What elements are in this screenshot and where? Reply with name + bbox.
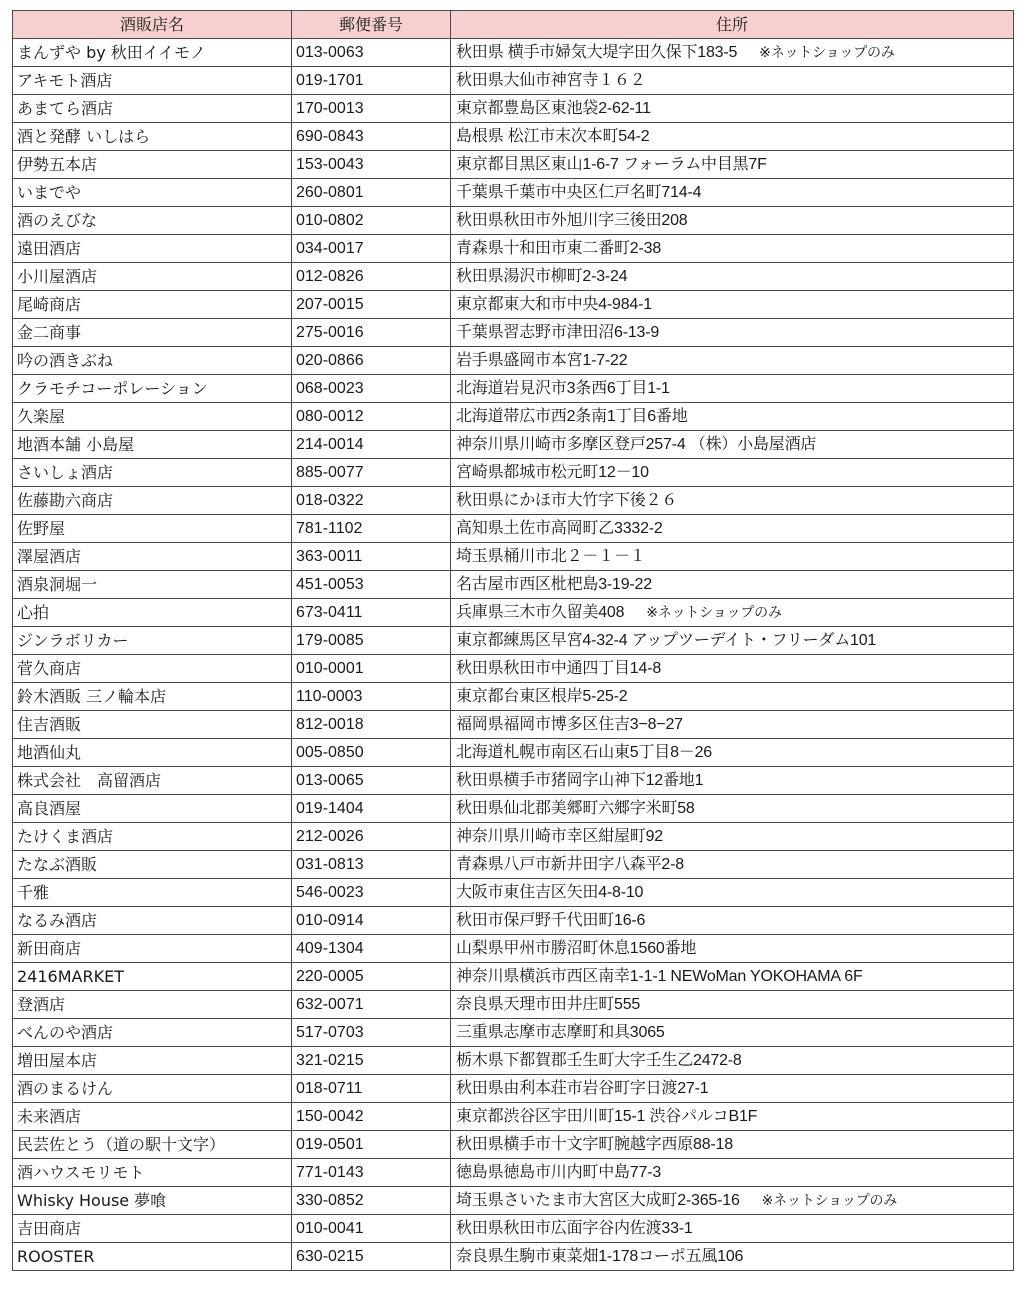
table-row <box>13 1215 1014 1243</box>
store-name-cell: なるみ酒店 <box>13 907 292 935</box>
store-name-cell: 酒泉洞堀一 <box>13 571 292 599</box>
table-row <box>13 39 1014 67</box>
address-text: 東京都東大和市中央4-984-1 <box>456 296 652 313</box>
store-name-cell: 酒のまるけん <box>13 1075 292 1103</box>
postal-code-cell: 013-0065 <box>292 767 451 795</box>
postal-code-cell: 207-0015 <box>292 291 451 319</box>
store-name-cell: べんのや酒店 <box>13 1019 292 1047</box>
address-text: 栃木県下都賀郡壬生町大字壬生乙2472-8 <box>456 1052 742 1069</box>
address-text: 秋田県秋田市中通四丁目14-8 <box>456 660 662 677</box>
table-row <box>13 1019 1014 1047</box>
address-cell <box>451 39 1014 67</box>
postal-code-cell: 034-0017 <box>292 235 451 263</box>
address-text: 北海道札幌市南区石山東5丁目8－26 <box>456 744 712 761</box>
address-cell <box>451 1047 1014 1075</box>
store-name-cell: 佐野屋 <box>13 515 292 543</box>
postal-code-cell: 632-0071 <box>292 991 451 1019</box>
address-text: 兵庫県三木市久留美408 <box>456 604 625 621</box>
address-text: 神奈川県横浜市西区南幸1-1-1 NEWoMan YOKOHAMA 6F <box>456 968 863 985</box>
postal-code-cell: 409-1304 <box>292 935 451 963</box>
address-cell <box>451 1131 1014 1159</box>
store-name-cell: アキモト酒店 <box>13 67 292 95</box>
address-cell <box>451 879 1014 907</box>
postal-code-cell: 080-0012 <box>292 403 451 431</box>
address-cell <box>451 795 1014 823</box>
store-name-cell: 2416MARKET <box>13 963 292 991</box>
table-row <box>13 571 1014 599</box>
address-text: 山梨県甲州市勝沼町休息1560番地 <box>456 940 697 957</box>
address-text: 徳島県徳島市川内町中島77-3 <box>456 1164 662 1181</box>
postal-code-cell: 517-0703 <box>292 1019 451 1047</box>
address-text: 高知県土佐市高岡町乙3332-2 <box>456 520 663 537</box>
address-cell <box>451 627 1014 655</box>
address-text: 秋田県湯沢市柳町2-3-24 <box>456 268 628 285</box>
address-cell <box>451 1215 1014 1243</box>
address-text: 大阪市東住吉区矢田4-8-10 <box>456 884 644 901</box>
address-text: 秋田県仙北郡美郷町六郷字米町58 <box>456 800 695 817</box>
postal-code-cell: 673-0411 <box>292 599 451 627</box>
address-text: 秋田県大仙市神宮寺１６２ <box>456 72 646 89</box>
store-name-cell: まんずや by 秋田イイモノ <box>13 39 292 67</box>
address-text: 青森県十和田市東二番町2-38 <box>456 240 662 257</box>
store-name-cell: 株式会社 高留酒店 <box>13 767 292 795</box>
address-cell <box>451 515 1014 543</box>
postal-code-cell: 330-0852 <box>292 1187 451 1215</box>
address-cell <box>451 487 1014 515</box>
address-cell <box>451 1019 1014 1047</box>
address-cell <box>451 235 1014 263</box>
postal-code-cell: 275-0016 <box>292 319 451 347</box>
table-body <box>13 39 1014 1271</box>
store-name-cell: 小川屋酒店 <box>13 263 292 291</box>
header-store-name: 酒販店名 <box>13 11 292 39</box>
store-name-cell: 鈴木酒販 三ノ輪本店 <box>13 683 292 711</box>
online-shop-only-note: ※ネットショップのみ <box>646 604 782 620</box>
header-address: 住所 <box>451 11 1014 39</box>
header-postal-code: 郵便番号 <box>292 11 451 39</box>
address-cell <box>451 431 1014 459</box>
store-name-cell: ROOSTER <box>13 1243 292 1271</box>
table-row <box>13 263 1014 291</box>
table-row <box>13 235 1014 263</box>
table-row <box>13 95 1014 123</box>
store-name-cell: 遠田酒店 <box>13 235 292 263</box>
address-cell <box>451 291 1014 319</box>
postal-code-cell: 010-0001 <box>292 655 451 683</box>
store-name-cell: 久楽屋 <box>13 403 292 431</box>
table-row <box>13 1075 1014 1103</box>
table-row <box>13 767 1014 795</box>
table-row <box>13 935 1014 963</box>
address-text: 福岡県福岡市博多区住吉3−8−27 <box>456 716 683 733</box>
address-text: 奈良県生駒市東菜畑1-178コーポ五風106 <box>456 1248 744 1265</box>
address-text: 東京都目黒区東山1-6-7 フォーラム中目黒7F <box>456 156 767 173</box>
postal-code-cell: 020-0866 <box>292 347 451 375</box>
store-name-cell: 澤屋酒店 <box>13 543 292 571</box>
address-text: 岩手県盛岡市本宮1-7-22 <box>456 352 628 369</box>
table-row <box>13 347 1014 375</box>
postal-code-cell: 010-0041 <box>292 1215 451 1243</box>
address-text: 秋田県横手市十文字町腕越字西原88-18 <box>456 1136 733 1153</box>
store-name-cell: たなぶ酒販 <box>13 851 292 879</box>
store-name-cell: あまてら酒店 <box>13 95 292 123</box>
store-name-cell: ジンラボリカー <box>13 627 292 655</box>
table-row <box>13 1047 1014 1075</box>
postal-code-cell: 005-0850 <box>292 739 451 767</box>
address-cell <box>451 851 1014 879</box>
postal-code-cell: 018-0711 <box>292 1075 451 1103</box>
store-name-cell: Whisky House 夢喰 <box>13 1187 292 1215</box>
postal-code-cell: 781-1102 <box>292 515 451 543</box>
address-text: 島根県 松江市末次本町54-2 <box>456 128 650 145</box>
address-text: 秋田県横手市猪岡字山神下12番地1 <box>456 772 704 789</box>
address-cell <box>451 459 1014 487</box>
store-name-cell: 伊勢五本店 <box>13 151 292 179</box>
table-row <box>13 179 1014 207</box>
address-text: 秋田県秋田市外旭川字三後田208 <box>456 212 688 229</box>
postal-code-cell: 885-0077 <box>292 459 451 487</box>
store-name-cell: 地酒本舗 小島屋 <box>13 431 292 459</box>
address-text: 秋田県にかほ市大竹字下後２６ <box>456 492 678 509</box>
postal-code-cell: 150-0042 <box>292 1103 451 1131</box>
address-cell <box>451 739 1014 767</box>
postal-code-cell: 630-0215 <box>292 1243 451 1271</box>
address-cell <box>451 683 1014 711</box>
address-cell <box>451 151 1014 179</box>
postal-code-cell: 010-0802 <box>292 207 451 235</box>
address-cell <box>451 375 1014 403</box>
address-text: 北海道帯広市西2条南1丁目6番地 <box>456 408 688 425</box>
table-row <box>13 375 1014 403</box>
store-name-cell: さいしょ酒店 <box>13 459 292 487</box>
postal-code-cell: 214-0014 <box>292 431 451 459</box>
address-cell <box>451 1075 1014 1103</box>
postal-code-cell: 010-0914 <box>292 907 451 935</box>
store-name-cell: 尾崎商店 <box>13 291 292 319</box>
table-row <box>13 823 1014 851</box>
postal-code-cell: 690-0843 <box>292 123 451 151</box>
address-cell <box>451 67 1014 95</box>
postal-code-cell: 019-1404 <box>292 795 451 823</box>
table-row <box>13 991 1014 1019</box>
store-name-cell: 増田屋本店 <box>13 1047 292 1075</box>
address-text: 秋田県秋田市広面字谷内佐渡33-1 <box>456 1220 693 1237</box>
address-cell <box>451 263 1014 291</box>
address-text: 秋田県 横手市婦気大堤字田久保下183-5 <box>456 44 738 61</box>
store-name-cell: 酒ハウスモリモト <box>13 1159 292 1187</box>
address-text: 名古屋市西区枇杷島3-19-22 <box>456 576 652 593</box>
postal-code-cell: 012-0826 <box>292 263 451 291</box>
table-row <box>13 1243 1014 1271</box>
postal-code-cell: 771-0143 <box>292 1159 451 1187</box>
postal-code-cell: 451-0053 <box>292 571 451 599</box>
address-text: 千葉県習志野市津田沼6-13-9 <box>456 324 660 341</box>
table-row <box>13 459 1014 487</box>
postal-code-cell: 110-0003 <box>292 683 451 711</box>
online-shop-only-note: ※ネットショップのみ <box>761 1192 898 1208</box>
address-cell <box>451 179 1014 207</box>
address-text: 東京都渋谷区宇田川町15-1 渋谷パルコB1F <box>456 1108 758 1125</box>
store-name-cell: 地酒仙丸 <box>13 739 292 767</box>
address-cell <box>451 319 1014 347</box>
address-cell <box>451 1243 1014 1271</box>
store-name-cell: たけくま酒店 <box>13 823 292 851</box>
address-text: 北海道岩見沢市3条西6丁目1-1 <box>456 380 670 397</box>
table-row <box>13 1103 1014 1131</box>
table-row <box>13 291 1014 319</box>
address-cell <box>451 823 1014 851</box>
postal-code-cell: 321-0215 <box>292 1047 451 1075</box>
table-row <box>13 403 1014 431</box>
table-row <box>13 739 1014 767</box>
address-text: 千葉県千葉市中央区仁戸名町714-4 <box>456 184 702 201</box>
table-row <box>13 1187 1014 1215</box>
table-row <box>13 123 1014 151</box>
address-cell <box>451 1187 1014 1215</box>
table-row <box>13 319 1014 347</box>
store-name-cell: 吉田商店 <box>13 1215 292 1243</box>
postal-code-cell: 260-0801 <box>292 179 451 207</box>
postal-code-cell: 363-0011 <box>292 543 451 571</box>
store-name-cell: 吟の酒きぶね <box>13 347 292 375</box>
address-text: 秋田県由利本荘市岩谷町字日渡27-1 <box>456 1080 709 1097</box>
store-name-cell: 佐藤勘六商店 <box>13 487 292 515</box>
table-row <box>13 515 1014 543</box>
address-text: 青森県八戸市新井田字八森平2-8 <box>456 856 684 873</box>
table-row <box>13 151 1014 179</box>
address-cell <box>451 1159 1014 1187</box>
address-text: 埼玉県桶川市北２－１－１ <box>456 548 646 565</box>
postal-code-cell: 153-0043 <box>292 151 451 179</box>
postal-code-cell: 212-0026 <box>292 823 451 851</box>
table-row <box>13 543 1014 571</box>
table-row <box>13 795 1014 823</box>
postal-code-cell: 170-0013 <box>292 95 451 123</box>
table-row <box>13 431 1014 459</box>
liquor-store-table <box>12 10 1014 1271</box>
address-text: 埼玉県さいたま市大宮区大成町2-365-16 <box>456 1192 740 1209</box>
postal-code-cell: 220-0005 <box>292 963 451 991</box>
table-row <box>13 683 1014 711</box>
address-text: 東京都台東区根岸5-25-2 <box>456 688 628 705</box>
postal-code-cell: 013-0063 <box>292 39 451 67</box>
address-cell <box>451 655 1014 683</box>
address-cell <box>451 599 1014 627</box>
store-name-cell: 酒と発酵 いしはら <box>13 123 292 151</box>
table-row <box>13 487 1014 515</box>
table-row <box>13 627 1014 655</box>
table-row <box>13 1131 1014 1159</box>
address-cell <box>451 907 1014 935</box>
address-text: 三重県志摩市志摩町和具3065 <box>456 1024 665 1041</box>
postal-code-cell: 179-0085 <box>292 627 451 655</box>
store-name-cell: 心拍 <box>13 599 292 627</box>
table-row <box>13 1159 1014 1187</box>
address-cell <box>451 571 1014 599</box>
postal-code-cell: 546-0023 <box>292 879 451 907</box>
postal-code-cell: 018-0322 <box>292 487 451 515</box>
store-name-cell: 新田商店 <box>13 935 292 963</box>
address-cell <box>451 207 1014 235</box>
store-name-cell: 登酒店 <box>13 991 292 1019</box>
address-cell <box>451 963 1014 991</box>
address-cell <box>451 403 1014 431</box>
table-row <box>13 851 1014 879</box>
postal-code-cell: 068-0023 <box>292 375 451 403</box>
address-text: 宮崎県都城市松元町12－10 <box>456 464 649 481</box>
address-cell <box>451 935 1014 963</box>
store-name-cell: 菅久商店 <box>13 655 292 683</box>
table-row <box>13 207 1014 235</box>
postal-code-cell: 019-0501 <box>292 1131 451 1159</box>
store-name-cell: 未来酒店 <box>13 1103 292 1131</box>
store-name-cell: 金二商事 <box>13 319 292 347</box>
address-text: 神奈川県川崎市多摩区登戸257-4 （株）小島屋酒店 <box>456 436 817 453</box>
address-cell <box>451 1103 1014 1131</box>
store-name-cell: 民芸佐とう（道の駅十文字） <box>13 1131 292 1159</box>
table-row <box>13 599 1014 627</box>
postal-code-cell: 031-0813 <box>292 851 451 879</box>
store-list-sheet <box>12 10 1014 1271</box>
address-cell <box>451 991 1014 1019</box>
store-name-cell: クラモチコーポレーション <box>13 375 292 403</box>
address-text: 奈良県天理市田井庄町555 <box>456 996 641 1013</box>
table-row <box>13 907 1014 935</box>
address-text: 東京都豊島区東池袋2-62-11 <box>456 100 651 117</box>
table-header-row <box>13 11 1014 39</box>
postal-code-cell: 812-0018 <box>292 711 451 739</box>
table-row <box>13 711 1014 739</box>
address-text: 東京都練馬区早宮4-32-4 アップツーデイト・フリーダム101 <box>456 632 877 649</box>
address-cell <box>451 767 1014 795</box>
store-name-cell: 千雅 <box>13 879 292 907</box>
address-cell <box>451 95 1014 123</box>
address-cell <box>451 543 1014 571</box>
address-cell <box>451 123 1014 151</box>
store-name-cell: 高良酒屋 <box>13 795 292 823</box>
address-text: 神奈川県川崎市幸区紺屋町92 <box>456 828 663 845</box>
address-cell <box>451 711 1014 739</box>
store-name-cell: 住吉酒販 <box>13 711 292 739</box>
table-row <box>13 879 1014 907</box>
table-row <box>13 655 1014 683</box>
address-cell <box>451 347 1014 375</box>
table-row <box>13 67 1014 95</box>
store-name-cell: いまでや <box>13 179 292 207</box>
online-shop-only-note: ※ネットショップのみ <box>759 44 895 60</box>
table-row <box>13 963 1014 991</box>
postal-code-cell: 019-1701 <box>292 67 451 95</box>
store-name-cell: 酒のえびな <box>13 207 292 235</box>
address-text: 秋田市保戸野千代田町16-6 <box>456 912 646 929</box>
